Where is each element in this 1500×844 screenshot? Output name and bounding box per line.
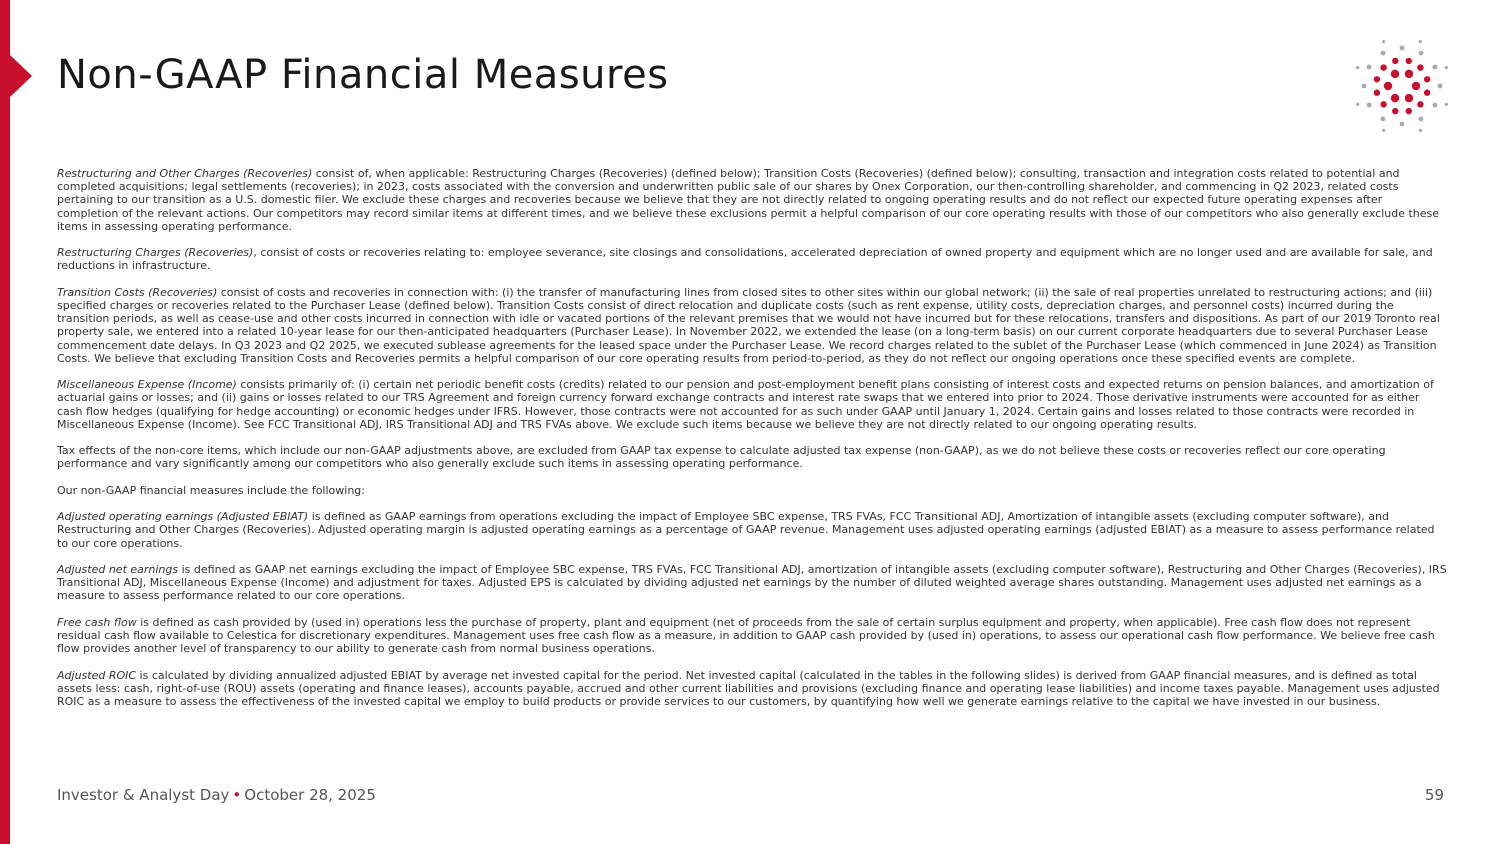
- logo-dot: [1433, 103, 1438, 108]
- paragraph-text: Tax effects of the non-core items, which include our non-GAAP adjustments above, are excluded from GAAP tax expense to calculate adjusted tax expense (non-GAAP), as we do not believe these costs or recoveries reflect our core operating performance and vary significantly among our competitors who also generally exclude such items in assessing operating performance.: [57, 444, 1386, 471]
- paragraph-text: is defined as cash provided by (used in) operations less the purchase of property, plant and equipment (net of proceeds from the sale of certain surplus equipment and property, when applicable). Free cash flow does not represent residual cash flow available to Celestica for discretionary expenditures. Management uses free cash flow as a measure, in addition to GAAP cash provided by (used in) operations, to assess our operational cash flow performance. We believe free cash flow provides another level of transparency to our ability to generate cash from normal business operations.: [57, 615, 1435, 656]
- logo-dot: [1405, 94, 1413, 102]
- paragraph-free-cash-flow: [57, 616, 1447, 656]
- logo-dot: [1356, 103, 1359, 106]
- paragraph-text: is calculated by dividing annualized adjusted EBIAT by average net invested capital for the period. Net invested capital (calculated in the tables in the following slides) is derived from GAAP financial measures, and is defined as total assets less: cash, right-of-use (ROU) assets (operating and finance leases), accounts payable, accrued and other current liabilities and provisions (excluding finance and operating lease liabilities) and income taxes payable. Management uses adjusted ROIC as a measure to assess the effectiveness of the invested capital we employ to build products or provide services to our customers, by quantifying how well we generate earnings relative to the capital we have invested in our business.: [57, 668, 1440, 708]
- logo-dot: [1417, 101, 1423, 107]
- paragraph-text: consists primarily of: (i) certain net periodic benefit costs (credits) related to our pension and post-employment benefit plans consisting of interest costs and expected returns on pension balances, and amortization of actuarial gains or losses; and (ii) gains or losses related to our TRS Agreement and foreign currency forward exchange contracts and interest rate swaps that we entered into prior to 2024. Those derivative instruments were accounted for as either cash flow hedges (qualifying for hedge accounting) or economic hedges under IFRS. However, those contracts were not accounted for as such under GAAP until January 1, 2024. Certain gains and losses related to those contracts were recorded in Miscellaneous Expense (Income). See FCC Transitional ADJ, IRS Transitional ADJ and TRS FVAs above. We exclude such items because we believe they are not directly related to our ongoing operating results.: [57, 378, 1434, 431]
- logo-dot: [1392, 58, 1398, 64]
- term: Restructuring and Other Charges (Recoveries): [57, 167, 313, 180]
- page-number: 59: [1424, 786, 1444, 804]
- logo-dot: [1400, 46, 1405, 51]
- logo-dot: [1412, 82, 1420, 90]
- term: Adjusted net earnings: [57, 562, 179, 576]
- paragraph-tax-effects: [57, 444, 1447, 470]
- footer-event-name: Investor & Analyst Day: [57, 786, 230, 804]
- logo-dot: [1438, 84, 1443, 89]
- logo-dot: [1424, 76, 1430, 82]
- logo-dot: [1419, 51, 1424, 56]
- paragraph-text: consist of costs and recoveries in connection with: (i) the transfer of manufacturing lines from closed sites to other sites within our global network; (ii) the sale of real properties unrelated to restructuring actions; and (iii) specified charges or recoveries related to the Purchaser Lease (defined below). Transition Costs consist of direct relocation and duplicate costs (such as rent expense, utility costs, depreciation charges, and personnel costs) incurred during the transition periods, as well as cease-use and other costs incurred in connection with idle or vacated portions of the relevant premises that we would not have incurred but for these relocations, transfers and dispositions. As part of our 2019 Toronto real property sale, we entered into a related 10-year lease for our then-anticipated headquarters (Purchaser Lease). In November 2022, we extended the lease (on a long-term basis) on our current corporate headquarters due to several Purchaser Lease commencement date delays. In Q3 2023 and Q2 2025, we executed sublease agreements for the leased space under the Purchaser Lease. We record charges related to the sublet of the Purchaser Lease (which commenced in June 2024) as Transition Costs. We believe that excluding Transition Costs and Recoveries permits a helpful comparison of our core operating results from period-to-period, as they do not reflect our ongoing operations once these specified events are complete.: [57, 285, 1440, 365]
- logo-dot: [1391, 94, 1399, 102]
- logo-dot: [1419, 40, 1422, 43]
- term: Transition Costs (Recoveries): [57, 285, 218, 299]
- logo-dot: [1419, 129, 1422, 132]
- logo-dot: [1417, 64, 1423, 70]
- paragraph-text: is defined as GAAP earnings from operations excluding the impact of Employee SBC expense, TRS FVAs, FCC Transitional ADJ, Amortization of intangible assets (excluding computer software), and Restructuring and Other Charges (Recoveries). Adjusted operating margin is adjusted operating earnings as a percentage of GAAP revenue. Management uses adjusted operating earnings (adjusted EBIAT) as a measure to assess performance related to our core operations.: [57, 510, 1435, 550]
- logo-dot: [1405, 70, 1413, 78]
- logo-dot: [1391, 70, 1399, 78]
- paragraph-adjusted-roic: [57, 669, 1447, 709]
- term: Adjusted operating earnings (Adjusted EBIAT): [57, 510, 309, 524]
- paragraph-restructuring-other: [57, 167, 1447, 233]
- term: Miscellaneous Expense (Income): [57, 378, 237, 392]
- page-title: Non-GAAP Financial Measures: [57, 52, 669, 98]
- left-accent-bar: [0, 0, 10, 844]
- logo-dot: [1367, 65, 1372, 70]
- paragraph-text: , consist of costs or recoveries relating to: employee severance, site closings and consolidations, accelerated depreciation of owned property and equipment which are no longer used and are available for sale, and reductions in infrastructure.: [57, 246, 1433, 273]
- footer-event: [57, 786, 376, 804]
- logo-dot: [1381, 51, 1386, 56]
- logo-dot: [1433, 65, 1438, 70]
- logo-dot: [1382, 40, 1385, 43]
- logo-dot: [1424, 90, 1430, 96]
- logo-dot: [1374, 90, 1380, 96]
- footer-separator: •: [232, 786, 242, 804]
- celestica-starburst-logo: [1348, 32, 1456, 140]
- term: Restructuring Charges (Recoveries): [57, 246, 254, 260]
- logo-dot: [1374, 76, 1380, 82]
- logo-dot: [1384, 82, 1392, 90]
- title-arrow-marker: [10, 55, 32, 97]
- logo-dot: [1445, 103, 1448, 106]
- logo-dot: [1419, 117, 1424, 122]
- paragraph-misc-expense: [57, 378, 1447, 431]
- logo-dot: [1445, 66, 1448, 69]
- paragraph-transition-costs: [57, 286, 1447, 365]
- logo-dot: [1392, 108, 1398, 114]
- logo-dot: [1382, 129, 1385, 132]
- paragraph-text: is defined as GAAP net earnings excluding the impact of Employee SBC expense, TRS FVAs, FCC Transitional ADJ, amortization of intangible assets (excluding computer software), Restructuring and Other Charges (Recoveries), IRS Transitional ADJ, Miscellaneous Expense (Income) and adjustment for taxes. Adjusted EPS is calculated by dividing adjusted net earnings by the number of diluted weighted average shares outstanding. Management uses adjusted net earnings as a measure to assess performance related to our core operations.: [57, 562, 1447, 603]
- content-body: [57, 167, 1447, 721]
- term: Free cash flow: [57, 615, 137, 629]
- paragraph-text: Our non-GAAP financial measures include the following:: [57, 483, 365, 497]
- paragraph-restructuring-charges: [57, 246, 1447, 272]
- logo-dot: [1367, 103, 1372, 108]
- logo-dot: [1406, 58, 1412, 64]
- paragraph-adjusted-ebiat: [57, 510, 1447, 550]
- logo-dot: [1362, 84, 1367, 89]
- term: Adjusted ROIC: [57, 668, 137, 682]
- logo-dot: [1400, 122, 1405, 127]
- logo-dot: [1406, 108, 1412, 114]
- logo-dot: [1380, 64, 1386, 70]
- paragraph-text: consist of, when applicable: Restructuring Charges (Recoveries) (defined below); Transition Costs (Recoveries) (defined below); consulting, transaction and integration costs related to potential and completed acquisitions; legal settlements (recoveries); in 2023, costs associated with the conversion and underwritten public sale of our shares by Onex Corporation, our then-controlling shareholder, and commencing in Q2 2023, related costs pertaining to our transition as a U.S. domestic filer. We exclude these charges and recoveries because we believe that they are not directly related to ongoing operating results and do not reflect our expected future operating expenses after completion of the relevant actions. Our competitors may record similar items at different times, and we believe these exclusions permit a helpful comparison of our core operating results with those of our competitors who also generally exclude these items in assessing operating performance.: [57, 167, 1440, 233]
- footer-date: October 28, 2025: [244, 786, 376, 804]
- logo-dot: [1380, 101, 1386, 107]
- paragraph-adjusted-net-earnings: [57, 563, 1447, 603]
- logo-dot: [1381, 117, 1386, 122]
- paragraph-measures-intro: [57, 484, 1447, 497]
- logo-dot: [1356, 66, 1359, 69]
